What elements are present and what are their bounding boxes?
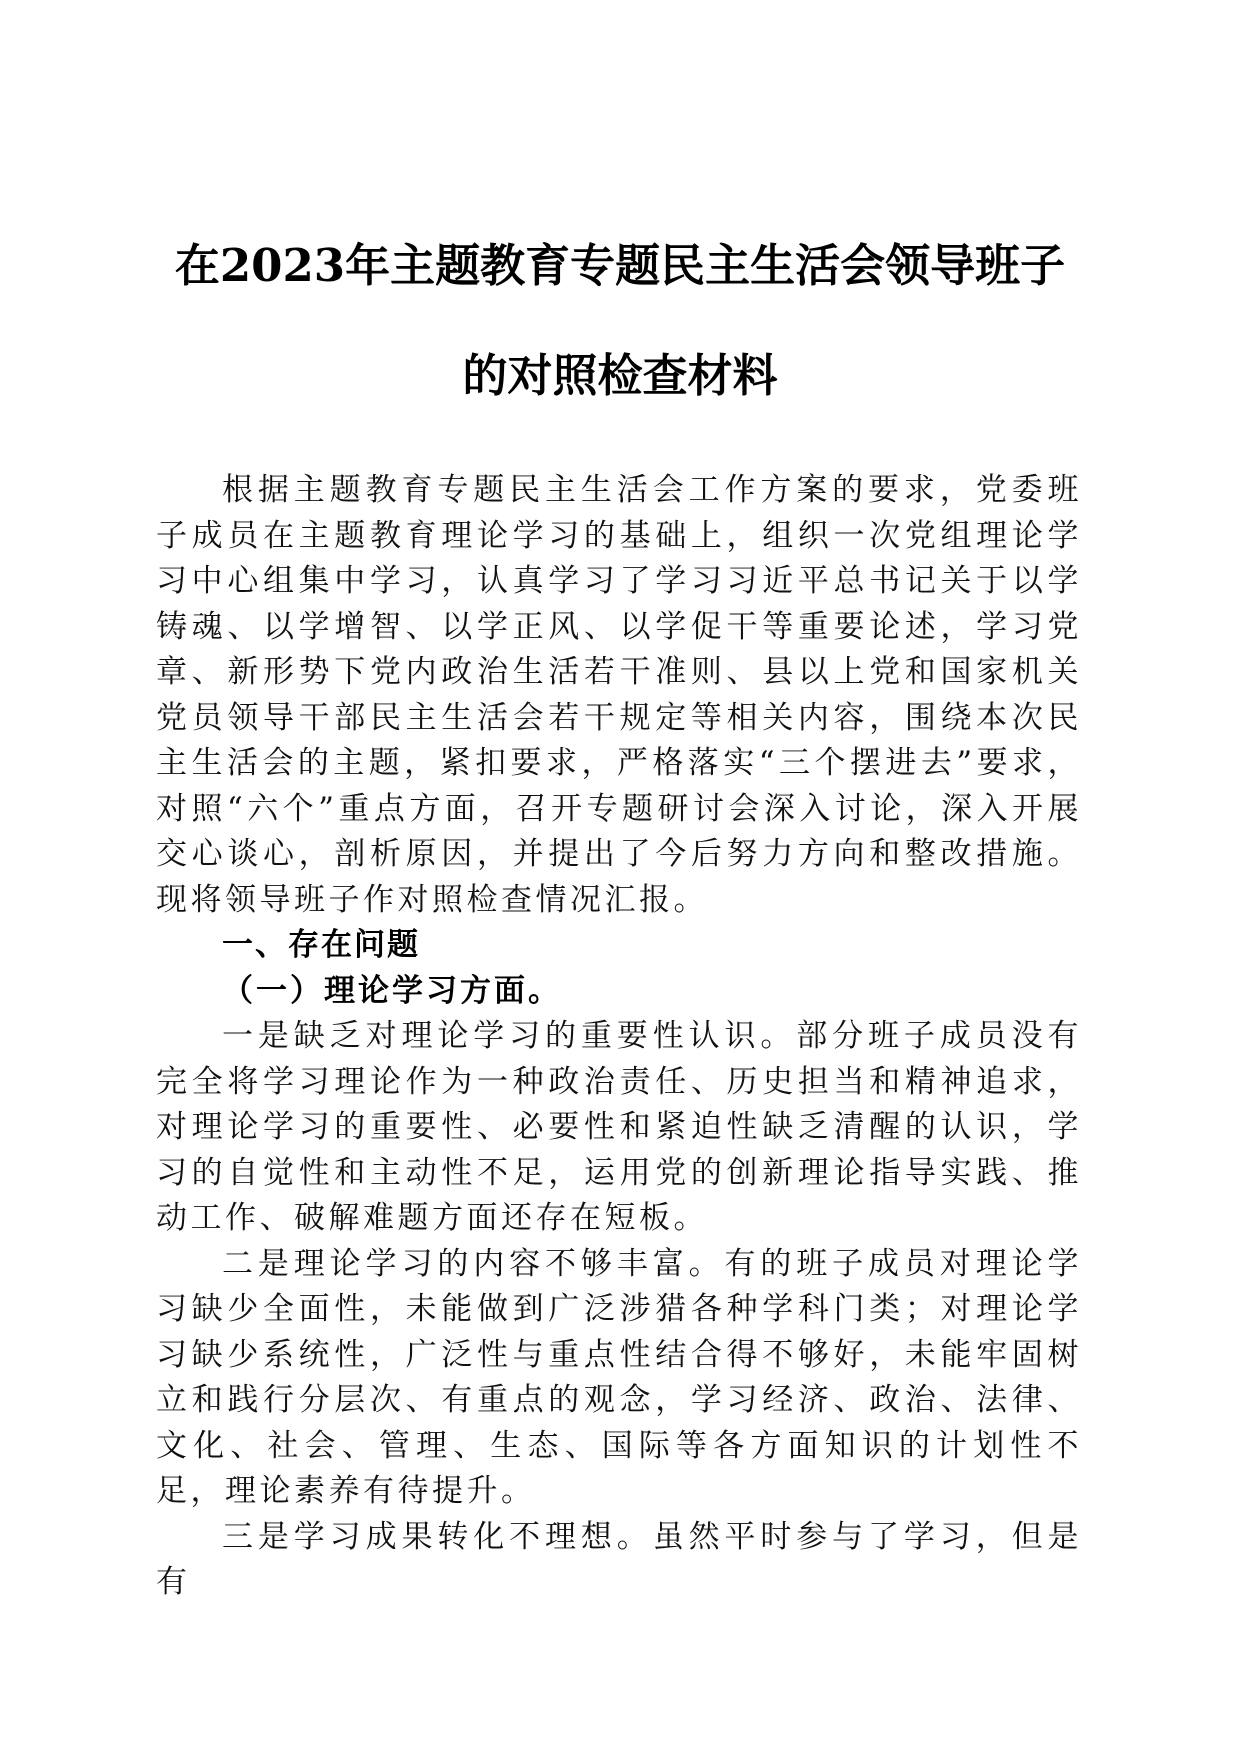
point-paragraph-2: 二是理论学习的内容不够丰富。有的班子成员对理论学习缺少全面性，未能做到广泛涉猎各种学科门类；对理论学习缺少系统性，广泛性与重点性结合得不够好，未能牢固树立和践行分层次、有重点的观念，学习经济、政治、法律、文化、社会、管理、生态、国际等各方面知识的计划性不足，理论素养有待提升。	[156, 1245, 1082, 1509]
section-heading-problems: 一、存在问题	[222, 927, 420, 963]
point-paragraph-1: 一是缺乏对理论学习的重要性认识。部分班子成员没有完全将学习理论作为一种政治责任、历史担当和精神追求，对理论学习的重要性、必要性和紧迫性缺乏清醒的认识，学习的自觉性和主动性不足，运用党的创新理论指导实践、推动工作、破解难题方面还存在短板。	[156, 1018, 1082, 1236]
intro-paragraph: 根据主题教育专题民主生活会工作方案的要求，党委班子成员在主题教育理论学习的基础上，组织一次党组理论学习中心组集中学习，认真学习了学习习近平总书记关于以学铸魂、以学增智、以学正风、以学促干等重要论述，学习党章、新形势下党内政治生活若干准则、县以上党和国家机关党员领导干部民主生活会若干规定等相关内容，围绕本次民主生活会的主题，紧扣要求，严格落实“三个摆进去”要求，对照“六个”重点方面，召开专题研讨会深入讨论，深入开展交心谈心，剖析原因，并提出了今后努力方向和整改措施。现将领导班子作对照检查情况汇报。	[156, 472, 1082, 918]
point-paragraph-3: 三是学习成果转化不理想。虽然平时参与了学习，但是有	[156, 1518, 1082, 1600]
document-title-line-1: 在2023年主题教育专题民主生活会领导班子	[174, 239, 1066, 292]
subsection-heading-theory-study: （一）理论学习方面。	[222, 972, 562, 1009]
document-title-line-2: 的对照检查材料	[462, 349, 778, 402]
document-body	[156, 468, 1082, 1606]
